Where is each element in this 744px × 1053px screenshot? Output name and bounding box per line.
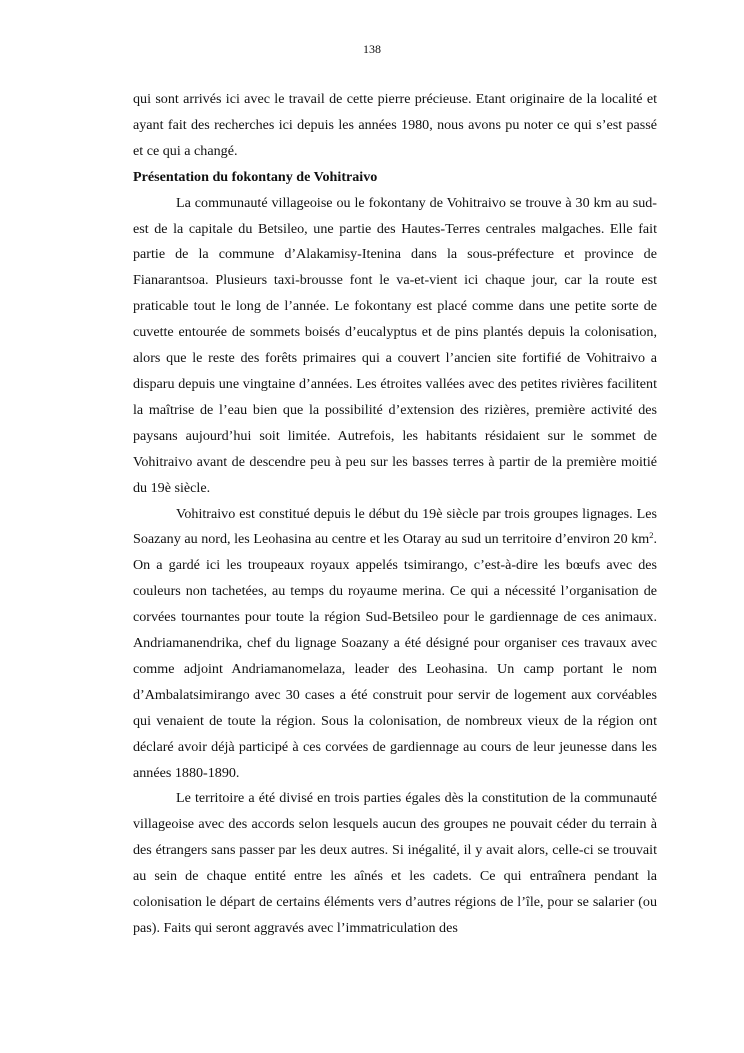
paragraph-lineages: [133, 502, 657, 787]
page-body: [133, 87, 657, 942]
paragraph-intro: qui sont arrivés ici avec le travail de cette pierre précieuse. Etant originaire de la localité et ayant fait des recherches ici depuis les années 1980, nous avons pu noter ce qui s’est passé et ce qui a changé.: [133, 91, 657, 159]
section-heading: Présentation du fokontany de Vohitraivo: [133, 168, 378, 185]
superscript-exponent: 2: [649, 530, 654, 541]
paragraph-territory: Le territoire a été divisé en trois parties égales dès la constitution de la communauté villageoise avec des accords selon lesquels aucun des groupes ne pouvait céder du terrain à des étrangers sans passer par les deux autres. Si inégalité, il y avait alors, celle-ci se trouvait au sein de chaque entité entre les aînés et les cadets. Ce qui entraînera pendant la colonisation le départ de certains éléments vers d’autres régions de l’île, pour se salarier (ou pas). Faits qui seront aggravés avec l’immatriculation des: [133, 790, 657, 936]
paragraph-lineages-text-end: . On a gardé ici les troupeaux royaux appelés tsimirango, c’est-à-dire les bœufs avec des couleurs non tachetées, au temps du royaume merina. Ce qui a nécessité l’organisation de corvées tournantes pour toute la région Sud-Betsileo pour le gardiennage de ces animaux. Andriamanendrika, chef du lignage Soazany a été désigné pour organiser ces travaux avec comme adjoint Andriamanomelaza, leader des Leohasina. Un camp portant le nom d’Ambalatsimirango avec 30 cases a été construit pour servir de logement aux corvéables qui venaient de toute la région. Sous la colonisation, de nombreux vieux de la région ont déclaré avoir déjà participé à ces corvées de gardiennage au cours de leur jeunesse dans les années 1880-1890.: [133, 531, 657, 781]
page-number: 138: [363, 42, 381, 56]
paragraph-location: La communauté villageoise ou le fokontany de Vohitraivo se trouve à 30 km au sud-est de la capitale du Betsileo, une partie des Hautes-Terres centrales malgaches. Elle fait partie de la commune d’Alakamisy-Itenina dans la sous-préfecture et province de Fianarantsoa. Plusieurs taxi-brousse font le va-et-vient ici chaque jour, car la route est praticable tout le long de l’année. Le fokontany est placé comme dans une petite sorte de cuvette entourée de sommets boisés d’eucalyptus et de pins plantés depuis la colonisation, alors que le reste des forêts primaires qui a couvert l’ancien site fortifié de Vohitraivo a disparu depuis une vingtaine d’années. Les étroites vallées avec des petites rivières facilitent la maîtrise de l’eau bien que la possibilité d’extension des rizières, première activité des paysans aujourd’hui soit limitée. Autrefois, les habitants résidaient sur le sommet de Vohitraivo avant de descendre peu à peu sur les basses terres à partir de la première moitié du 19è siècle.: [133, 194, 657, 496]
paragraph-lineages-text-start: Vohitraivo est constitué depuis le début du 19è siècle par trois groupes lignages. Les Soazany au nord, les Leohasina au centre et les Otaray au sud un territoire d’environ 20 km: [133, 505, 657, 548]
